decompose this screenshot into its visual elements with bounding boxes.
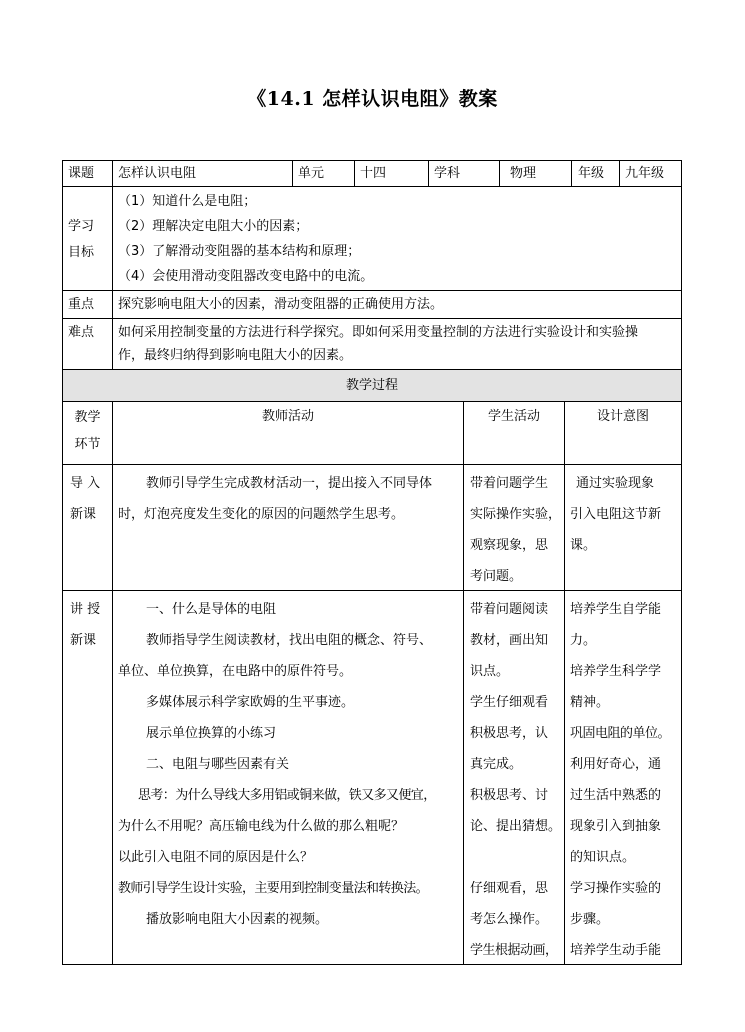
- lecture-intent-line: 培养学生动手能: [570, 943, 662, 958]
- topic-label: 课题: [68, 166, 95, 181]
- lecture-teacher-line: 以此引入电阻不同的原因是什么？: [118, 850, 314, 865]
- objective-item: （2）理解决定电阻大小的因素；: [118, 219, 309, 234]
- lecture-teacher-line: 二、电阻与哪些因素有关: [146, 757, 290, 772]
- lecture-teacher-line: 教师指导学生阅读教材，找出电阻的概念、符号、: [146, 633, 433, 648]
- key-point-label: 重点: [68, 297, 95, 312]
- intro-teacher: [118, 468, 432, 530]
- lecture-teacher-line: 多媒体展示科学家欧姆的生平事迹。: [146, 695, 355, 710]
- intro-stage-line: 导 入: [70, 476, 101, 491]
- lecture-intent-line: 的知识点。: [570, 850, 636, 865]
- table-border: [62, 401, 682, 402]
- lecture-student-line: 真完成。: [470, 757, 523, 772]
- table-border: [112, 160, 113, 369]
- lecture-teacher-line: 播放影响电阻大小因素的视频。: [146, 912, 329, 927]
- key-point-text: 探究影响电阻大小的因素，滑动变阻器的正确使用方法。: [118, 297, 444, 312]
- table-border: [499, 160, 500, 186]
- header-stage-line: 教学: [74, 410, 101, 425]
- table-border: [62, 369, 682, 370]
- unit-value: 十四: [360, 166, 387, 181]
- lecture-intent-line: 过生活中熟悉的: [570, 788, 662, 803]
- intro-student-line: 观察现象，思: [470, 538, 549, 553]
- table-border: [564, 401, 565, 964]
- subject-value: 物理: [510, 166, 537, 181]
- grade-label: 年级: [578, 166, 605, 181]
- lecture-intent-line: 巩固电阻的单位。: [570, 726, 671, 741]
- lecture-teacher-line: 为什么不用呢？高压输电线为什么做的那么粗呢？: [118, 819, 405, 834]
- lecture-intent-line: 步骤。: [570, 912, 610, 927]
- table-border: [619, 160, 620, 186]
- lecture-student-line: [470, 842, 561, 873]
- lecture-teacher-line: 展示单位换算的小练习: [146, 726, 277, 741]
- unit-label: 单元: [298, 166, 325, 181]
- objectives-label-line: 目标: [68, 245, 95, 260]
- topic-value: 怎样认识电阻: [118, 166, 197, 181]
- lecture-intent-line: 培养学生自学能: [570, 602, 662, 617]
- table-border: [62, 160, 682, 161]
- objectives-list: [118, 189, 373, 289]
- table-border: [463, 401, 464, 964]
- table-border: [428, 160, 429, 186]
- header-intent: 设计意图: [596, 409, 649, 424]
- objective-item: （1）知道什么是电阻；: [118, 194, 257, 209]
- intro-student-line: 带着问题学生: [470, 476, 549, 491]
- lecture-stage: [70, 594, 100, 656]
- header-stage-line: 环节: [74, 437, 101, 452]
- lecture-teacher-line: 单位、单位换算，在电路中的原件符号。: [118, 664, 353, 679]
- lecture-student-line: 考怎么操作。: [470, 912, 549, 927]
- table-border: [292, 160, 293, 186]
- intro-intent: [570, 468, 661, 561]
- subject-label: 学科: [434, 166, 461, 181]
- lecture-stage-line: 讲 授: [70, 602, 101, 617]
- intro-student: [470, 468, 561, 592]
- lecture-teacher: [118, 594, 436, 935]
- difficulty-line: 作，最终归纳得到影响电阻大小的因素。: [118, 348, 353, 363]
- lecture-student-line: 识点。: [470, 664, 510, 679]
- lecture-stage-line: 新课: [70, 633, 97, 648]
- lecture-student-line: 论、提出猜想。: [470, 819, 562, 834]
- lecture-intent-line: 现象引入到抽象: [570, 819, 662, 834]
- intro-student-line: 考问题。: [470, 569, 523, 584]
- intro-student-line: 实际操作实验，: [470, 507, 562, 522]
- table-border: [354, 160, 355, 186]
- objective-item: （4）会使用滑动变阻器改变电路中的电流。: [118, 269, 374, 284]
- document-title: 《14.1 怎样认识电阻》教案: [247, 88, 498, 110]
- objectives-label: [68, 214, 94, 266]
- lecture-intent-line: 力。: [570, 633, 597, 648]
- lecture-intent-line: 学习操作实验的: [570, 881, 662, 896]
- lecture-teacher-line: 教师引导学生设计实验，主要用到控制变量法和转换法。: [118, 881, 429, 896]
- lecture-intent-line: 利用好奇心，通: [570, 757, 662, 772]
- table-border: [62, 290, 682, 291]
- intro-intent-line: 课。: [570, 538, 597, 553]
- lecture-student-line: 积极思考、讨: [470, 788, 549, 803]
- intro-teacher-line: 时，灯泡亮度发生变化的原因的问题然学生思考。: [118, 507, 405, 522]
- table-border: [62, 590, 682, 591]
- objective-item: （3）了解滑动变阻器的基本结构和原理；: [118, 244, 361, 259]
- lecture-student-line: 教材，画出知: [470, 633, 549, 648]
- grade-value: 九年级: [625, 166, 665, 181]
- lecture-student-line: 学生仔细观看: [470, 695, 549, 710]
- objectives-label-line: 学习: [68, 219, 95, 234]
- lecture-intent-line: 精神。: [570, 695, 610, 710]
- difficulty-text: [118, 321, 638, 367]
- lecture-teacher-line: 一、什么是导体的电阻: [146, 602, 277, 617]
- header-teacher: 教师活动: [261, 409, 314, 424]
- table-border: [62, 318, 682, 319]
- table-border: [681, 160, 682, 965]
- difficulty-line: 如何采用控制变量的方法进行科学探究。即如何采用变量控制的方法进行实验设计和实验操: [118, 325, 639, 340]
- intro-teacher-line: 教师引导学生完成教材活动一，提出接入不同导体: [146, 476, 433, 491]
- intro-stage-line: 新课: [70, 507, 97, 522]
- lecture-student-line: 学生根据动画，: [470, 943, 558, 958]
- table-border: [62, 464, 682, 465]
- table-border: [112, 401, 113, 964]
- intro-intent-line: 通过实验现象: [576, 476, 655, 491]
- header-stage: [63, 404, 112, 458]
- intro-stage: [70, 468, 100, 530]
- lecture-student-line: 带着问题阅读: [470, 602, 549, 617]
- lecture-teacher-line: 思考：为什么导线大多用铝或铜来做，铁又多又便宜，: [138, 788, 436, 803]
- lecture-student-line: 积极思考，认: [470, 726, 549, 741]
- table-border: [571, 160, 572, 186]
- lecture-intent: [570, 594, 670, 966]
- table-border: [62, 160, 63, 965]
- intro-intent-line: 引入电阻这节新: [570, 507, 662, 522]
- difficulty-label: 难点: [68, 325, 95, 340]
- lecture-intent-line: 培养学生科学学: [570, 664, 662, 679]
- header-student: 学生活动: [487, 409, 540, 424]
- lecture-student: [470, 594, 561, 966]
- lecture-student-line: 仔细观看，思: [470, 881, 549, 896]
- process-heading: 教学过程: [345, 378, 398, 393]
- table-border: [62, 186, 682, 187]
